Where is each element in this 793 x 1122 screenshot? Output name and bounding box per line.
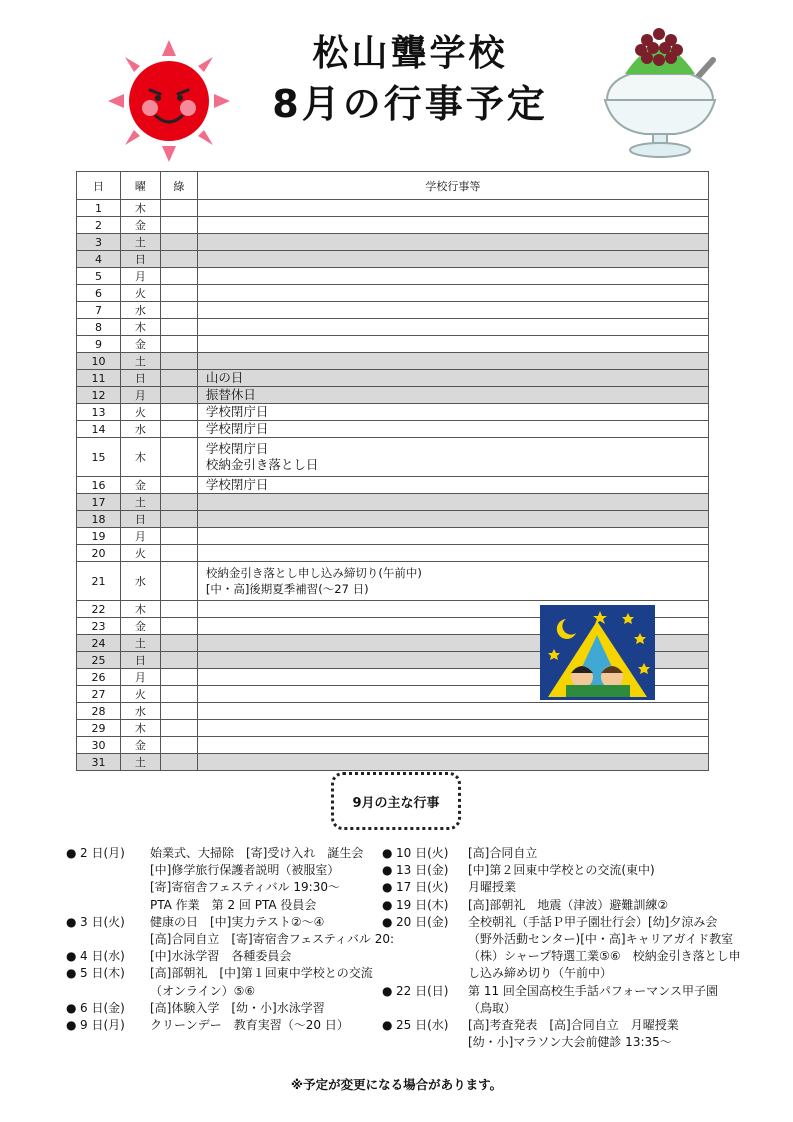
table-row <box>77 737 709 754</box>
bullet-icon: ● <box>382 1018 393 1033</box>
event-description-line: [高]部朝礼 [中]第１回東中学校との交流 <box>150 966 373 981</box>
day-cell: 12 <box>77 387 121 404</box>
bullet-icon: ● <box>382 914 393 929</box>
table-row <box>77 353 709 370</box>
september-event-item <box>66 1017 376 1034</box>
event-date: 4 日(水) <box>80 949 125 964</box>
table-row <box>77 234 709 251</box>
day-cell: 19 <box>77 528 121 545</box>
day-cell: 18 <box>77 511 121 528</box>
table-row <box>77 438 709 477</box>
bullet-icon: ● <box>382 863 393 878</box>
colour-cell <box>160 618 197 635</box>
table-row <box>77 703 709 720</box>
september-event-item <box>382 879 722 896</box>
events-cell <box>197 511 708 528</box>
event-line: 学校閉庁日 <box>205 404 269 419</box>
events-cell <box>197 404 708 421</box>
event-description <box>468 897 722 914</box>
event-description-line: [高]合同自立 [寄]寄宿舎フェスティバル 20: <box>150 932 395 947</box>
header-weekday: 曜 <box>120 172 160 200</box>
day-cell: 16 <box>77 477 121 494</box>
colour-cell <box>160 635 197 652</box>
event-line: 学校閉庁日 <box>205 441 269 456</box>
bullet-icon: ● <box>66 966 77 981</box>
colour-cell <box>160 285 197 302</box>
colour-cell <box>160 302 197 319</box>
colour-cell <box>160 494 197 511</box>
title-school-name: 松山聾学校 <box>312 33 508 74</box>
event-date: 3 日(火) <box>80 914 125 929</box>
event-description <box>468 983 722 1017</box>
day-cell: 9 <box>77 336 121 353</box>
event-description-line: クリーンデー 教育実習（〜20 日） <box>150 1018 349 1033</box>
day-cell: 15 <box>77 438 121 477</box>
event-line: [中・高]後期夏季補習(〜27 日) <box>205 582 369 596</box>
event-description-line: [高]部朝礼 地震（津波）避難訓練② <box>468 897 669 912</box>
day-cell: 2 <box>77 217 121 234</box>
september-event-item <box>66 948 376 965</box>
table-row <box>77 319 709 336</box>
september-event-item <box>382 897 722 914</box>
events-cell <box>197 421 708 438</box>
weekday-cell: 水 <box>120 302 160 319</box>
colour-cell <box>160 601 197 618</box>
bullet-icon: ● <box>66 949 77 964</box>
weekday-cell: 日 <box>120 370 160 387</box>
table-row <box>77 302 709 319</box>
day-cell: 29 <box>77 720 121 737</box>
weekday-cell: 土 <box>120 754 160 771</box>
colour-cell <box>160 404 197 421</box>
event-description-line: [中]修学旅行保護者説明（被服室） <box>150 863 340 878</box>
events-cell <box>197 336 708 353</box>
event-description-line: [幼・小]マラソン大会前健診 13:35〜 <box>468 1035 672 1050</box>
weekday-cell: 火 <box>120 404 160 421</box>
header-day: 日 <box>77 172 121 200</box>
events-cell <box>197 703 708 720</box>
event-description <box>468 862 722 879</box>
events-cell <box>197 737 708 754</box>
header-events: 学校行事等 <box>197 172 708 200</box>
colour-cell <box>160 319 197 336</box>
table-row <box>77 477 709 494</box>
colour-cell <box>160 421 197 438</box>
colour-cell <box>160 268 197 285</box>
table-row <box>77 404 709 421</box>
weekday-cell: 金 <box>120 336 160 353</box>
september-event-item <box>66 1000 376 1017</box>
table-row <box>77 217 709 234</box>
day-cell: 31 <box>77 754 121 771</box>
events-cell <box>197 494 708 511</box>
event-description-line: し込み締め切り（午前中） <box>468 966 613 981</box>
events-cell <box>197 438 708 477</box>
event-date: 19 日(木) <box>396 897 449 912</box>
weekday-cell: 金 <box>120 737 160 754</box>
events-cell <box>197 387 708 404</box>
september-event-item <box>66 965 376 999</box>
day-cell: 26 <box>77 669 121 686</box>
events-cell <box>197 285 708 302</box>
bullet-icon: ● <box>66 1000 77 1015</box>
colour-cell <box>160 686 197 703</box>
september-events-right-column <box>382 845 741 1051</box>
events-cell <box>197 234 708 251</box>
event-line: 学校閉庁日 <box>205 477 269 492</box>
events-cell <box>197 754 708 771</box>
event-date: 17 日(火) <box>396 880 449 895</box>
event-date: 10 日(火) <box>396 846 449 860</box>
event-description-line: （野外活動センター)[中・高]キャリアガイド教室 <box>468 932 734 947</box>
event-description <box>150 965 376 999</box>
weekday-cell: 水 <box>120 703 160 720</box>
colour-cell <box>160 754 197 771</box>
event-description-line: （株）シャープ特選工業⑤⑥ 校納金引き落とし申 <box>468 949 741 964</box>
september-event-item <box>382 1017 722 1051</box>
table-header-row <box>77 172 709 200</box>
day-cell: 27 <box>77 686 121 703</box>
colour-cell <box>160 511 197 528</box>
colour-cell <box>160 720 197 737</box>
colour-cell <box>160 669 197 686</box>
event-description-line: [中]第２回東中学校との交流(東中) <box>468 863 655 878</box>
table-row <box>77 200 709 217</box>
shaved-ice-illustration-icon <box>595 22 725 162</box>
event-description-line: 第 11 回全国高校生手話パフォーマンス甲子園 <box>468 983 718 998</box>
events-cell <box>197 528 708 545</box>
weekday-cell: 木 <box>120 720 160 737</box>
day-cell: 10 <box>77 353 121 370</box>
event-description-line: [寄]寄宿舎フェスティバル 19:30〜 <box>150 880 340 895</box>
event-line: 振替休日 <box>205 387 256 402</box>
colour-cell <box>160 387 197 404</box>
event-description <box>150 948 376 965</box>
event-description-line: 健康の日 [中]実力テスト②〜④ <box>150 914 325 929</box>
day-cell: 30 <box>77 737 121 754</box>
event-date: 20 日(金) <box>396 914 449 929</box>
event-description <box>150 1017 376 1034</box>
events-cell <box>197 562 708 601</box>
bullet-icon: ● <box>66 846 77 860</box>
table-row <box>77 494 709 511</box>
day-cell: 13 <box>77 404 121 421</box>
day-cell: 1 <box>77 200 121 217</box>
event-description <box>468 914 741 983</box>
table-row <box>77 562 709 601</box>
weekday-cell: 火 <box>120 545 160 562</box>
day-cell: 6 <box>77 285 121 302</box>
weekday-cell: 木 <box>120 319 160 336</box>
colour-cell <box>160 353 197 370</box>
page-title <box>230 30 590 130</box>
event-date: 9 日(月) <box>80 1018 125 1033</box>
event-date: 13 日(金) <box>396 863 449 878</box>
event-description <box>468 1017 722 1051</box>
title-month-schedule: 8月の行事予定 <box>272 82 548 126</box>
colour-cell <box>160 251 197 268</box>
event-line: 校納金引き落とし日 <box>205 457 319 472</box>
events-cell <box>197 217 708 234</box>
events-cell <box>197 200 708 217</box>
event-description-line: （鳥取） <box>468 1000 517 1015</box>
day-cell: 4 <box>77 251 121 268</box>
day-cell: 23 <box>77 618 121 635</box>
events-cell <box>197 251 708 268</box>
table-row <box>77 720 709 737</box>
weekday-cell: 金 <box>120 477 160 494</box>
events-cell <box>197 477 708 494</box>
day-cell: 28 <box>77 703 121 720</box>
september-event-item <box>382 983 722 1017</box>
events-cell <box>197 545 708 562</box>
colour-cell <box>160 545 197 562</box>
weekday-cell: 土 <box>120 635 160 652</box>
event-description <box>468 879 722 896</box>
event-date: 2 日(月) <box>80 846 125 860</box>
weekday-cell: 土 <box>120 353 160 370</box>
weekday-cell: 日 <box>120 511 160 528</box>
event-line: 校納金引き落とし申し込み締切り(午前中) <box>205 566 422 580</box>
events-cell <box>197 353 708 370</box>
event-description-line: [中]水泳学習 各種委員会 <box>150 949 292 964</box>
september-event-item <box>382 845 722 862</box>
weekday-cell: 金 <box>120 217 160 234</box>
september-event-item <box>382 914 741 983</box>
event-description-line: [高]体験入学 [幼・小]水泳学習 <box>150 1000 325 1015</box>
september-events-left-column <box>66 845 395 1034</box>
event-description-line: [高]合同自立 <box>468 846 538 860</box>
event-description-line: 全校朝礼（手話Ｐ甲子園壮行会）[幼]夕涼み会 <box>468 914 718 929</box>
day-cell: 14 <box>77 421 121 438</box>
table-row <box>77 511 709 528</box>
day-cell: 8 <box>77 319 121 336</box>
september-event-item <box>66 845 376 914</box>
event-description <box>150 914 394 948</box>
colour-cell <box>160 370 197 387</box>
day-cell: 25 <box>77 652 121 669</box>
colour-cell <box>160 234 197 251</box>
footer-note: ※予定が変更になる場合があります。 <box>290 1077 503 1092</box>
day-cell: 22 <box>77 601 121 618</box>
event-date: 25 日(水) <box>396 1018 449 1033</box>
bullet-icon: ● <box>382 983 393 998</box>
weekday-cell: 木 <box>120 438 160 477</box>
day-cell: 3 <box>77 234 121 251</box>
day-cell: 24 <box>77 635 121 652</box>
day-cell: 7 <box>77 302 121 319</box>
table-row <box>77 285 709 302</box>
colour-cell <box>160 477 197 494</box>
event-date: 6 日(金) <box>80 1000 125 1015</box>
table-row <box>77 336 709 353</box>
table-row <box>77 545 709 562</box>
weekday-cell: 月 <box>120 669 160 686</box>
event-line: 山の日 <box>205 370 244 385</box>
event-description-line: 始業式、大掃除 [寄]受け入れ 誕生会 <box>150 846 364 860</box>
table-row <box>77 754 709 771</box>
events-cell <box>197 268 708 285</box>
weekday-cell: 火 <box>120 285 160 302</box>
table-row <box>77 528 709 545</box>
colour-cell <box>160 200 197 217</box>
bullet-icon: ● <box>382 880 393 895</box>
events-cell <box>197 720 708 737</box>
day-cell: 11 <box>77 370 121 387</box>
event-date: 5 日(木) <box>80 966 125 981</box>
day-cell: 21 <box>77 562 121 601</box>
events-cell <box>197 370 708 387</box>
table-row <box>77 251 709 268</box>
event-description-line: PTA 作業 第 2 回 PTA 役員会 <box>150 897 317 912</box>
day-cell: 5 <box>77 268 121 285</box>
weekday-cell: 月 <box>120 387 160 404</box>
table-row <box>77 370 709 387</box>
colour-cell <box>160 217 197 234</box>
september-events-heading: 9月の主な行事 <box>331 772 461 830</box>
colour-cell <box>160 438 197 477</box>
weekday-cell: 水 <box>120 562 160 601</box>
weekday-cell: 木 <box>120 601 160 618</box>
colour-cell <box>160 528 197 545</box>
weekday-cell: 土 <box>120 234 160 251</box>
bullet-icon: ● <box>382 846 393 860</box>
event-description-line: 月曜授業 <box>468 880 517 895</box>
event-line: 学校閉庁日 <box>205 421 269 436</box>
colour-cell <box>160 652 197 669</box>
bullet-icon: ● <box>66 1018 77 1033</box>
weekday-cell: 月 <box>120 528 160 545</box>
weekday-cell: 月 <box>120 268 160 285</box>
event-description <box>468 845 722 862</box>
weekday-cell: 金 <box>120 618 160 635</box>
day-cell: 17 <box>77 494 121 511</box>
header-colour: 綠 <box>160 172 197 200</box>
events-cell <box>197 319 708 336</box>
september-event-item <box>382 862 722 879</box>
september-event-item <box>66 914 395 948</box>
table-row <box>77 387 709 404</box>
weekday-cell: 日 <box>120 251 160 268</box>
bullet-icon: ● <box>66 914 77 929</box>
tent-night-illustration-icon <box>540 605 655 700</box>
bullet-icon: ● <box>382 897 393 912</box>
colour-cell <box>160 737 197 754</box>
sun-illustration-icon <box>106 38 232 164</box>
colour-cell <box>160 703 197 720</box>
event-description-line: [高]考査発表 [高]合同自立 月曜授業 <box>468 1018 679 1033</box>
weekday-cell: 土 <box>120 494 160 511</box>
event-description-line: （オンライン）⑤⑥ <box>150 983 256 998</box>
weekday-cell: 水 <box>120 421 160 438</box>
day-cell: 20 <box>77 545 121 562</box>
weekday-cell: 火 <box>120 686 160 703</box>
table-row <box>77 421 709 438</box>
weekday-cell: 日 <box>120 652 160 669</box>
weekday-cell: 木 <box>120 200 160 217</box>
event-description <box>150 1000 376 1017</box>
event-date: 22 日(日) <box>396 983 449 998</box>
colour-cell <box>160 336 197 353</box>
event-description <box>150 845 376 914</box>
colour-cell <box>160 562 197 601</box>
events-cell <box>197 302 708 319</box>
table-row <box>77 268 709 285</box>
